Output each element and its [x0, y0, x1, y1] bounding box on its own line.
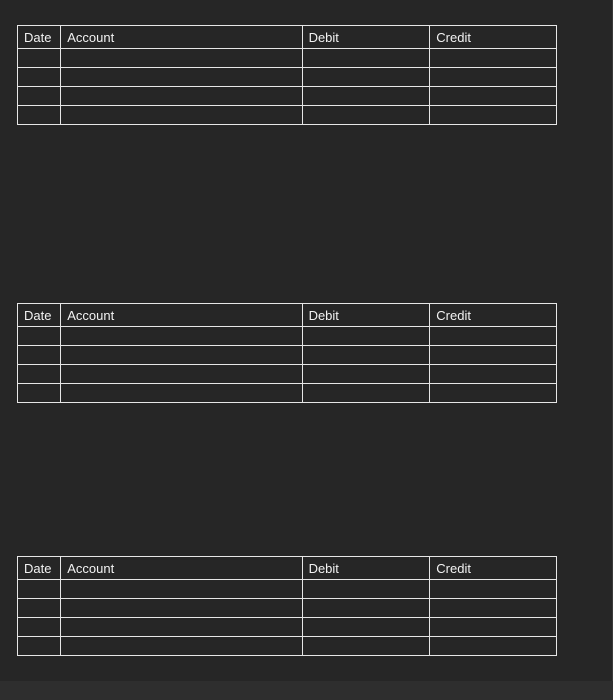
cell-credit[interactable]	[430, 346, 557, 365]
header-debit: Debit	[302, 304, 430, 327]
cell-credit[interactable]	[430, 87, 557, 106]
cell-debit[interactable]	[302, 580, 430, 599]
table-row	[18, 580, 557, 599]
table-row	[18, 87, 557, 106]
table-row	[18, 68, 557, 87]
cell-credit[interactable]	[430, 599, 557, 618]
cell-debit[interactable]	[302, 599, 430, 618]
cell-date[interactable]	[18, 384, 61, 403]
header-date: Date	[18, 557, 61, 580]
cell-date[interactable]	[18, 346, 61, 365]
header-credit: Credit	[430, 557, 557, 580]
cell-credit[interactable]	[430, 637, 557, 656]
table-header-row	[18, 26, 557, 49]
header-credit: Credit	[430, 26, 557, 49]
header-debit: Debit	[302, 557, 430, 580]
cell-account[interactable]	[61, 618, 302, 637]
cell-credit[interactable]	[430, 68, 557, 87]
header-account: Account	[61, 304, 302, 327]
table-row	[18, 618, 557, 637]
bottom-strip	[0, 681, 613, 700]
table-row	[18, 49, 557, 68]
cell-date[interactable]	[18, 580, 61, 599]
cell-credit[interactable]	[430, 365, 557, 384]
cell-debit[interactable]	[302, 365, 430, 384]
cell-date[interactable]	[18, 87, 61, 106]
cell-debit[interactable]	[302, 106, 430, 125]
cell-debit[interactable]	[302, 346, 430, 365]
table-row	[18, 327, 557, 346]
cell-account[interactable]	[61, 346, 302, 365]
table-header-row	[18, 557, 557, 580]
table-row	[18, 384, 557, 403]
cell-date[interactable]	[18, 68, 61, 87]
cell-date[interactable]	[18, 106, 61, 125]
cell-debit[interactable]	[302, 49, 430, 68]
cell-credit[interactable]	[430, 327, 557, 346]
cell-debit[interactable]	[302, 87, 430, 106]
cell-credit[interactable]	[430, 618, 557, 637]
cell-debit[interactable]	[302, 637, 430, 656]
cell-date[interactable]	[18, 365, 61, 384]
cell-account[interactable]	[61, 327, 302, 346]
cell-account[interactable]	[61, 49, 302, 68]
cell-debit[interactable]	[302, 384, 430, 403]
cell-date[interactable]	[18, 49, 61, 68]
table-row	[18, 637, 557, 656]
header-account: Account	[61, 26, 302, 49]
header-date: Date	[18, 304, 61, 327]
cell-account[interactable]	[61, 384, 302, 403]
cell-date[interactable]	[18, 327, 61, 346]
header-credit: Credit	[430, 304, 557, 327]
cell-account[interactable]	[61, 637, 302, 656]
header-date: Date	[18, 26, 61, 49]
cell-debit[interactable]	[302, 618, 430, 637]
cell-account[interactable]	[61, 580, 302, 599]
cell-debit[interactable]	[302, 327, 430, 346]
cell-credit[interactable]	[430, 384, 557, 403]
table-header-row	[18, 304, 557, 327]
journal-table-1	[17, 25, 557, 125]
header-account: Account	[61, 557, 302, 580]
cell-debit[interactable]	[302, 68, 430, 87]
cell-account[interactable]	[61, 68, 302, 87]
cell-date[interactable]	[18, 618, 61, 637]
cell-account[interactable]	[61, 87, 302, 106]
cell-account[interactable]	[61, 599, 302, 618]
cell-credit[interactable]	[430, 106, 557, 125]
table-row	[18, 365, 557, 384]
cell-credit[interactable]	[430, 580, 557, 599]
cell-account[interactable]	[61, 106, 302, 125]
journal-table-3	[17, 556, 557, 656]
cell-date[interactable]	[18, 599, 61, 618]
cell-credit[interactable]	[430, 49, 557, 68]
table-row	[18, 106, 557, 125]
header-debit: Debit	[302, 26, 430, 49]
journal-table-2	[17, 303, 557, 403]
cell-date[interactable]	[18, 637, 61, 656]
table-row	[18, 599, 557, 618]
cell-account[interactable]	[61, 365, 302, 384]
table-row	[18, 346, 557, 365]
